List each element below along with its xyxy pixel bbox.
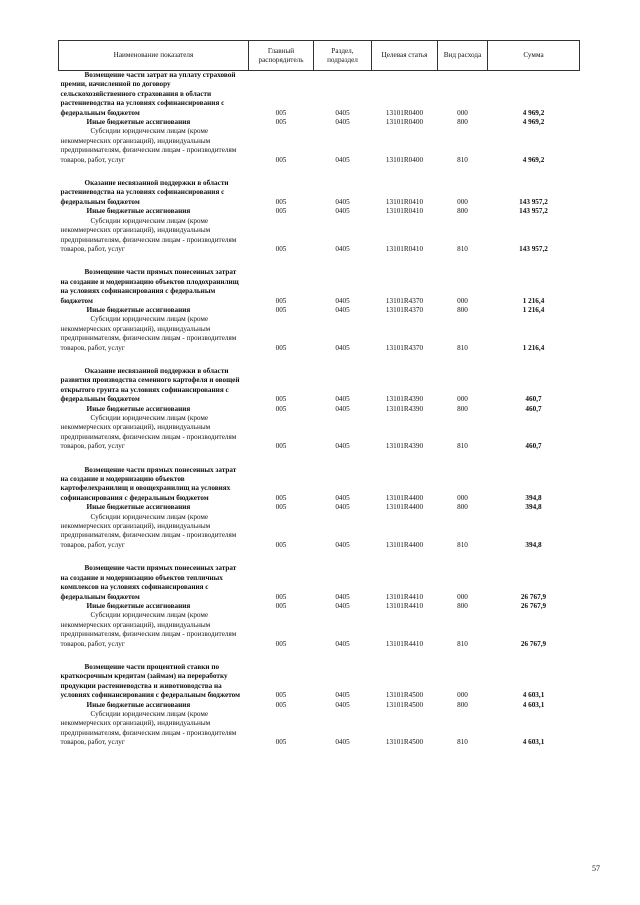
row-section: 0405: [335, 442, 350, 451]
row-expense-type: 810: [457, 343, 468, 352]
row-expense-type: 810: [457, 442, 468, 451]
page-number: 57: [592, 864, 600, 873]
row-target-article: 13101R0400: [385, 155, 424, 164]
row-chief-administrator: 005: [275, 244, 287, 253]
row-expense-type: 800: [457, 700, 468, 709]
row-name: Субсидии юридическим лицам (кроме некоммерческих организаций), индивидуальным предпринимателям, физическим лицам - производителям товаров, работ, услуг: [60, 414, 237, 451]
row-chief-administrator: 005: [275, 738, 287, 747]
row-name: Иные бюджетные ассигнования: [86, 404, 191, 413]
row-section: 0405: [335, 691, 350, 700]
row-expense-type: 000: [457, 296, 468, 305]
row-amount: 460,7: [525, 442, 542, 451]
row-chief-administrator: 005: [275, 395, 287, 404]
row-amount: 26 767,9: [520, 601, 547, 610]
header-chief-administrator: Главный распорядитель: [249, 41, 314, 71]
header-target-article: Целевая статья: [372, 41, 438, 71]
row-expense-type: 000: [457, 108, 468, 117]
table-row: [59, 513, 580, 551]
table-row: [59, 127, 580, 165]
table-row: [59, 503, 580, 512]
row-name: Возмещение части затрат на уплату страховой премии, начисленной по договору сельскохозяйственного страхования в области растениеводства на условиях софинансирования с федеральным бюджетом: [60, 71, 236, 117]
row-section: 0405: [335, 197, 350, 206]
row-target-article: 13101R4410: [385, 592, 424, 601]
row-name: Субсидии юридическим лицам (кроме некоммерческих организаций), индивидуальным предпринимателям, физическим лицам - производителям товаров, работ, услуг: [60, 216, 237, 253]
row-target-article: 13101R4400: [385, 493, 424, 502]
table-row: [59, 701, 580, 710]
header-row: [59, 41, 580, 71]
row-target-article: 13101R4370: [385, 296, 424, 305]
row-chief-administrator: 005: [275, 207, 287, 216]
row-target-article: 13101R4500: [385, 700, 424, 709]
row-name: Возмещение части прямых понесенных затрат на создание и модернизацию объектов тепличных комплексов на условиях софинансирования с федеральным бюджетом: [60, 564, 237, 601]
table-row: [59, 306, 580, 315]
row-chief-administrator: 005: [275, 601, 287, 610]
row-expense-type: 800: [457, 118, 468, 127]
table-row: [59, 405, 580, 414]
row-chief-administrator: 005: [275, 108, 287, 117]
budget-table: [58, 40, 580, 748]
row-section: 0405: [335, 244, 350, 253]
row-amount: 143 957,2: [519, 207, 548, 216]
table-row: [59, 71, 580, 119]
row-expense-type: 000: [457, 691, 468, 700]
row-target-article: 13101R4390: [385, 404, 424, 413]
row-chief-administrator: 005: [275, 118, 287, 127]
table-row: [59, 353, 580, 405]
row-chief-administrator: 005: [275, 540, 287, 549]
row-name: Субсидии юридическим лицам (кроме некоммерческих организаций), индивидуальным предпринимателям, физическим лицам - производителям товаров, работ, услуг: [60, 611, 237, 648]
row-target-article: 13101R0410: [385, 244, 424, 253]
row-amount: 4 603,1: [522, 738, 545, 747]
row-amount: 4 969,2: [522, 155, 545, 164]
row-section: 0405: [335, 118, 350, 127]
row-expense-type: 800: [457, 404, 468, 413]
row-amount: 1 216,4: [522, 343, 545, 352]
row-amount: 4 603,1: [522, 700, 545, 709]
table-row: [59, 118, 580, 127]
row-section: 0405: [335, 700, 350, 709]
row-amount: 4 969,2: [522, 118, 545, 127]
row-expense-type: 810: [457, 155, 468, 164]
table-body: [59, 71, 580, 748]
row-amount: 26 767,9: [520, 639, 547, 648]
row-section: 0405: [335, 305, 350, 314]
row-expense-type: 810: [457, 540, 468, 549]
row-target-article: 13101R4400: [385, 540, 424, 549]
row-amount: 143 957,2: [519, 244, 548, 253]
row-section: 0405: [335, 639, 350, 648]
row-name: Субсидии юридическим лицам (кроме некоммерческих организаций), индивидуальным предпринимателям, физическим лицам - производителям товаров, работ, услуг: [60, 709, 237, 747]
row-section: 0405: [335, 296, 350, 305]
row-chief-administrator: 005: [275, 592, 287, 601]
header-expense-type: Вид расхода: [438, 41, 488, 71]
table-header: [59, 41, 580, 71]
row-section: 0405: [335, 493, 350, 502]
row-name: Субсидии юридическим лицам (кроме некоммерческих организаций), индивидуальным предпринимателям, физическим лицам - производителям товаров, работ, услуг: [60, 315, 237, 352]
row-amount: 4 603,1: [522, 691, 545, 700]
row-target-article: 13101R4400: [385, 503, 424, 512]
row-chief-administrator: 005: [275, 197, 287, 206]
row-target-article: 13101R4410: [385, 601, 424, 610]
row-chief-administrator: 005: [275, 442, 287, 451]
budget-table-container: [58, 40, 579, 748]
row-name: Возмещение части прямых понесенных затрат на создание и модернизацию объектов картофелехранилищ и овощехранилищ на условиях софинансирования с федеральным бюджетом: [60, 465, 237, 502]
row-chief-administrator: 005: [275, 296, 287, 305]
table-row: [59, 217, 580, 255]
row-target-article: 13101R4370: [385, 343, 424, 352]
row-expense-type: 810: [457, 639, 468, 648]
row-section: 0405: [335, 343, 350, 352]
row-chief-administrator: 005: [275, 404, 287, 413]
row-name: Иные бюджетные ассигнования: [86, 207, 191, 216]
header-amount: Сумма: [488, 41, 580, 71]
row-section: 0405: [335, 592, 350, 601]
row-expense-type: 000: [457, 493, 468, 502]
row-target-article: 13101R4410: [385, 639, 424, 648]
table-row: [59, 550, 580, 602]
table-row: [59, 710, 580, 748]
row-target-article: 13101R0410: [385, 207, 424, 216]
table-row: [59, 611, 580, 649]
row-target-article: 13101R4390: [385, 395, 424, 404]
table-row: [59, 649, 580, 701]
row-amount: 26 767,9: [520, 592, 547, 601]
row-section: 0405: [335, 503, 350, 512]
table-row: [59, 207, 580, 216]
row-section: 0405: [335, 207, 350, 216]
row-amount: 4 969,2: [522, 108, 545, 117]
table-row: [59, 452, 580, 504]
row-amount: 394,8: [525, 503, 542, 512]
row-target-article: 13101R4370: [385, 305, 424, 314]
row-expense-type: 000: [457, 197, 468, 206]
table-row: [59, 315, 580, 353]
row-section: 0405: [335, 601, 350, 610]
row-name: Оказание несвязанной поддержки в области развития производства семенного картофеля и овощей открытого грунта на условиях софинансирования с федеральным бюджетом: [60, 366, 240, 404]
row-name: Оказание несвязанной поддержки в области растениеводства на условиях софинансирования с федеральным бюджетом: [60, 179, 229, 206]
row-chief-administrator: 005: [275, 493, 287, 502]
row-expense-type: 800: [457, 503, 468, 512]
row-chief-administrator: 005: [275, 639, 287, 648]
row-target-article: 13101R4500: [385, 738, 424, 747]
row-expense-type: 000: [457, 395, 468, 404]
row-chief-administrator: 005: [275, 691, 287, 700]
row-section: 0405: [335, 108, 350, 117]
row-chief-administrator: 005: [275, 503, 287, 512]
row-amount: 460,7: [525, 404, 542, 413]
row-name: Иные бюджетные ассигнования: [86, 118, 191, 127]
row-amount: 394,8: [525, 493, 542, 502]
header-indicator-name: Наименование показателя: [59, 41, 249, 71]
row-amount: 1 216,4: [522, 296, 545, 305]
table-row: [59, 254, 580, 306]
row-target-article: 13101R0400: [385, 118, 424, 127]
table-row: [59, 602, 580, 611]
header-section: Раздел, подраздел: [314, 41, 372, 71]
row-target-article: 13101R0400: [385, 108, 424, 117]
row-target-article: 13101R4390: [385, 442, 424, 451]
row-name: Субсидии юридическим лицам (кроме некоммерческих организаций), индивидуальным предпринимателям, физическим лицам - производителям товаров, работ, услуг: [60, 127, 237, 164]
row-name: Субсидии юридическим лицам (кроме некоммерческих организаций), индивидуальным предпринимателям, физическим лицам - производителям товаров, работ, услуг: [60, 512, 237, 549]
table-row: [59, 165, 580, 207]
row-section: 0405: [335, 404, 350, 413]
row-amount: 143 957,2: [519, 197, 548, 206]
row-target-article: 13101R4500: [385, 691, 424, 700]
row-expense-type: 810: [457, 244, 468, 253]
row-name: Возмещение части прямых понесенных затрат на создание и модернизацию объектов плодохранилищ на условиях софинансирования с федеральным бюджетом: [60, 268, 239, 305]
row-chief-administrator: 005: [275, 155, 287, 164]
row-name: Возмещение части процентной ставки по краткосрочным кредитам (займам) на переработку продукции растениеводства и животноводства на условиях софинансирования с федеральным бюджетом: [60, 662, 240, 700]
row-amount: 1 216,4: [522, 305, 545, 314]
row-section: 0405: [335, 395, 350, 404]
row-expense-type: 000: [457, 592, 468, 601]
row-section: 0405: [335, 540, 350, 549]
row-name: Иные бюджетные ассигнования: [86, 700, 191, 709]
row-expense-type: 810: [457, 738, 468, 747]
row-amount: 394,8: [525, 540, 542, 549]
row-name: Иные бюджетные ассигнования: [86, 305, 191, 314]
row-expense-type: 800: [457, 601, 468, 610]
table-row: [59, 414, 580, 452]
row-chief-administrator: 005: [275, 343, 287, 352]
row-chief-administrator: 005: [275, 305, 287, 314]
row-section: 0405: [335, 155, 350, 164]
row-expense-type: 800: [457, 207, 468, 216]
row-amount: 460,7: [525, 395, 542, 404]
row-name: Иные бюджетные ассигнования: [86, 503, 191, 512]
row-target-article: 13101R0410: [385, 197, 424, 206]
row-expense-type: 800: [457, 305, 468, 314]
row-name: Иные бюджетные ассигнования: [86, 601, 191, 610]
row-section: 0405: [335, 738, 350, 747]
row-chief-administrator: 005: [275, 700, 287, 709]
